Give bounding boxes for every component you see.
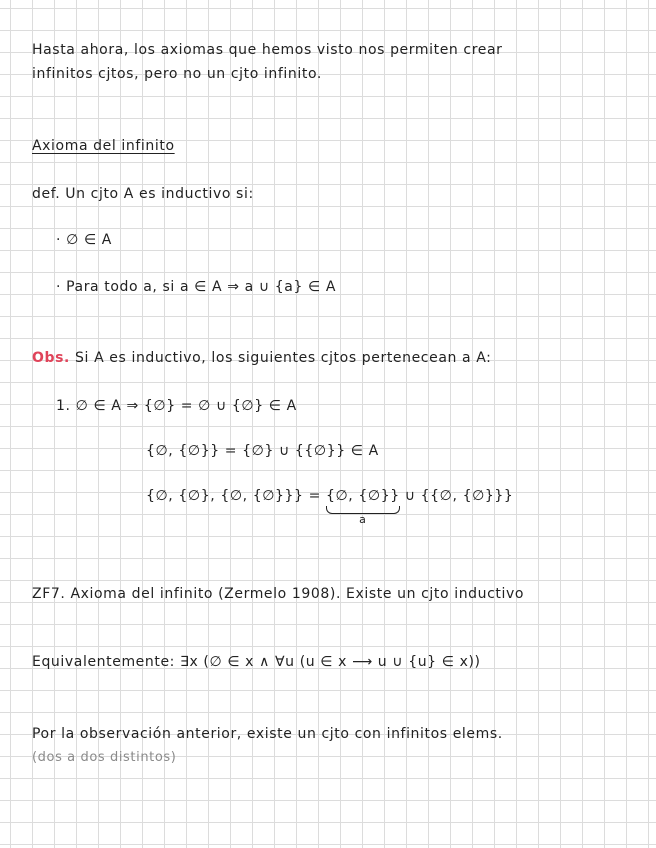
observation-step-3-left: {∅, {∅}, {∅, {∅}}} = — [146, 488, 326, 504]
definition-text: def. Un cjto A es inductivo si: — [32, 186, 254, 202]
conclusion-text: Por la observación anterior, existe un cjto con infinitos elems. — [32, 726, 503, 742]
axiom-statement: ZF7. Axioma del infinito (Zermelo 1908). Existe un cjto inductivo — [32, 586, 525, 602]
observation-text: Si A es inductivo, los siguientes cjtos pertenecean a A: — [75, 350, 492, 366]
definition-item-successor: · Para todo a, si a ∈ A ⇒ a ∪ {a} ∈ A — [56, 279, 337, 295]
section-title: Axioma del infinito — [32, 138, 175, 154]
observation-line — [32, 350, 492, 366]
observation-step-3-braced: {∅, {∅}} — [325, 488, 400, 504]
equivalent-statement: Equivalentemente: ∃x (∅ ∈ x ∧ ∀u (u ∈ x ⟶ u ∪ {u} ∈ x)) — [32, 654, 481, 670]
intro-line-1: Hasta ahora, los axiomas que hemos visto nos permiten crear — [32, 42, 503, 58]
underbrace-group — [325, 488, 400, 526]
observation-step-3-right: ∪ {{∅, {∅}}} — [399, 488, 514, 504]
underbrace-label: a — [359, 513, 367, 526]
observation-step-1: 1. ∅ ∈ A ⇒ {∅} = ∅ ∪ {∅} ∈ A — [56, 398, 297, 414]
intro-line-2: infinitos cjtos, pero no un cjto infinito. — [32, 66, 322, 82]
conclusion-note: (dos a dos distintos) — [32, 750, 177, 765]
observation-label: Obs. — [32, 350, 70, 366]
observation-step-3 — [146, 488, 514, 526]
definition-item-empty-set: · ∅ ∈ A — [56, 232, 112, 248]
observation-step-2: {∅, {∅}} = {∅} ∪ {{∅}} ∈ A — [146, 443, 379, 459]
